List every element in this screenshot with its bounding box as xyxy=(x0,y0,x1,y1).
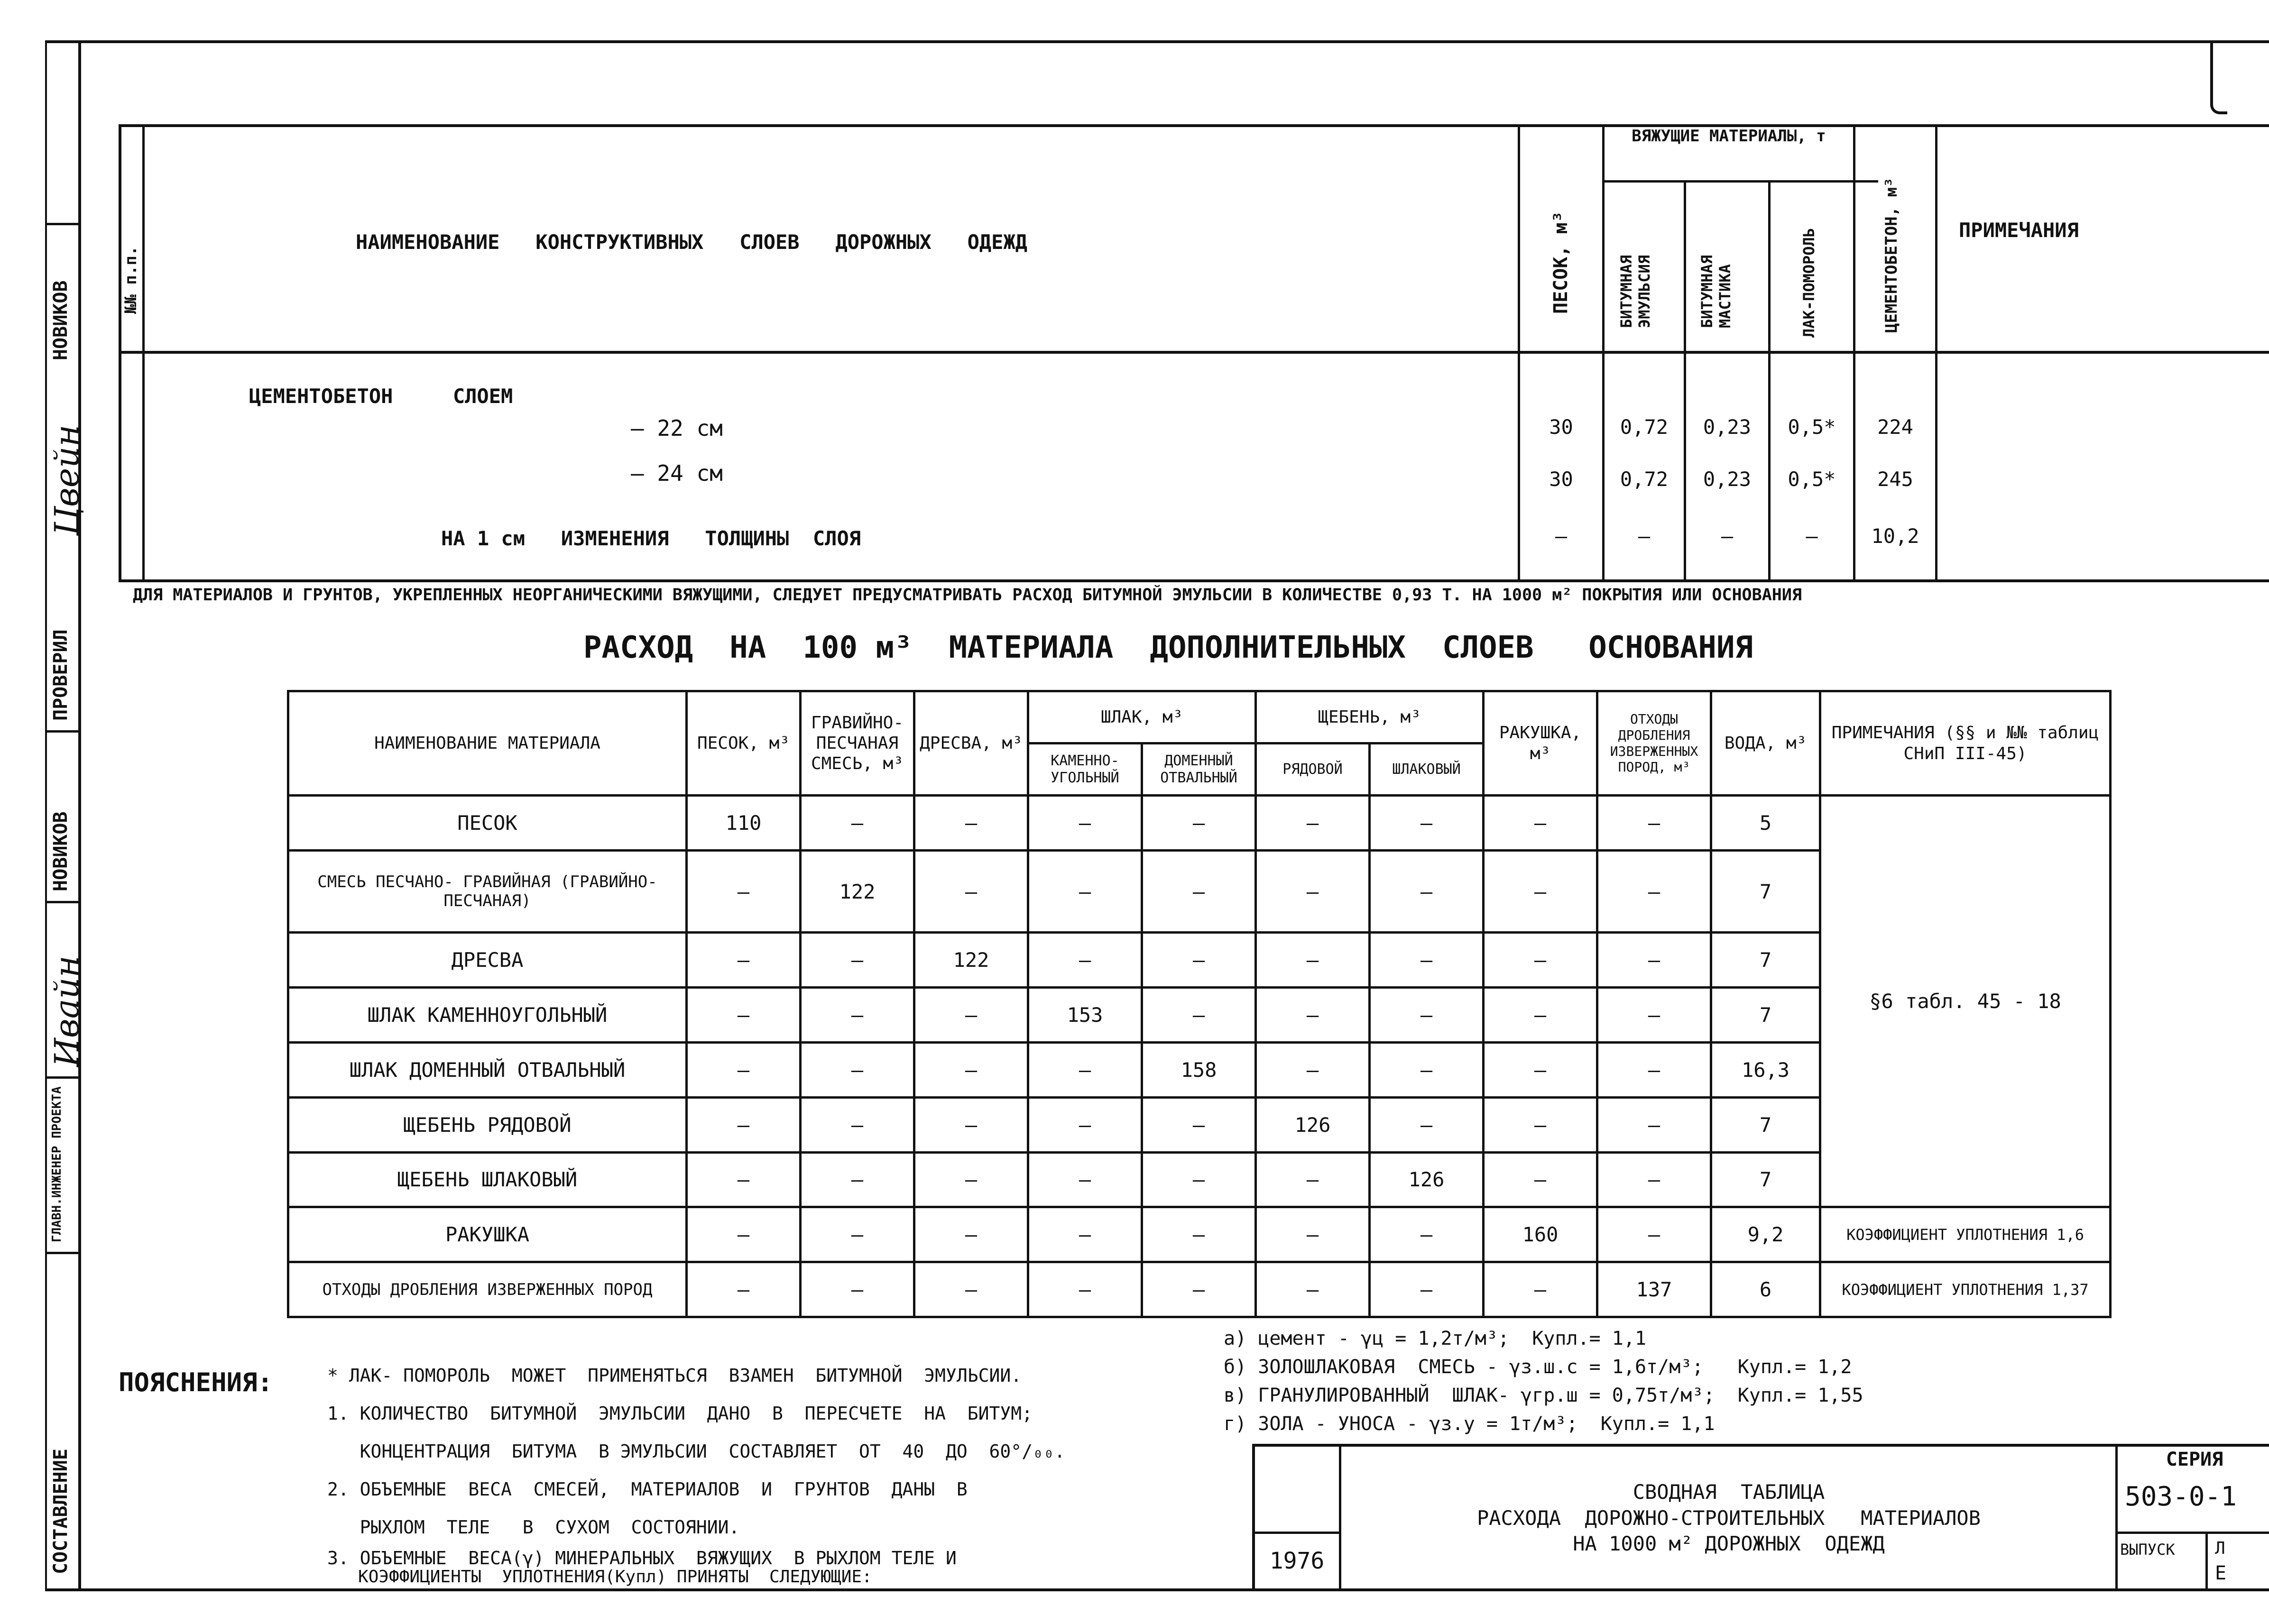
t1-binder-split xyxy=(1603,180,1878,183)
t2-h-shell: РАКУШКА, м³ xyxy=(1484,691,1597,796)
t2-h-slag-blast: ДОМЕННЫЙ ОТВАЛЬНЫЙ xyxy=(1142,743,1256,796)
t2-r7-c7: 160 xyxy=(1484,1207,1597,1262)
t2-r4-c9: 16,3 xyxy=(1711,1043,1820,1098)
t2-r6-c9: 7 xyxy=(1711,1152,1820,1207)
table-row xyxy=(288,1262,2111,1317)
t2-r8-c2: — xyxy=(914,1262,1028,1317)
stamp-year-divider xyxy=(1339,1444,1341,1591)
t2-r6-c2: — xyxy=(914,1152,1028,1207)
stamp-year: 1976 xyxy=(1269,1548,1325,1574)
side-divider-5 xyxy=(45,1252,81,1254)
t1-binders-header: ВЯЖУЩИЕ МАТЕРИАЛЫ, т xyxy=(1632,127,1826,146)
side-label-proveril: ПРОВЕРИЛ xyxy=(50,629,72,721)
t2-r8-c8: 137 xyxy=(1597,1262,1711,1317)
t1-v3 xyxy=(1602,124,1605,582)
t2-r0-c2: — xyxy=(914,796,1028,851)
side-label-sostavlenie: СОСТАВЛЕНИЕ xyxy=(50,1449,72,1574)
t2-r0-c0: 110 xyxy=(687,796,801,851)
explanation-line: 3. ОБЪЕМНЫЕ ВЕСА(γ) МИНЕРАЛЬНЫХ ВЯЖУЩИХ В РЫХЛОМ ТЕЛЕ И xyxy=(327,1548,957,1569)
t1-row2-mastic: 0,23 xyxy=(1703,468,1752,491)
t1-col-sand: ПЕСОК, м³ xyxy=(1550,211,1572,314)
t2-r1-c7: — xyxy=(1484,850,1597,933)
table-row xyxy=(288,796,2111,851)
t1-row2-sand: 30 xyxy=(1549,468,1573,491)
stamp-series-divider xyxy=(2115,1444,2118,1591)
t2-r2-c7: — xyxy=(1484,933,1597,988)
t2-r8-c7: — xyxy=(1484,1262,1597,1317)
t1-row3-emulsion: — xyxy=(1638,524,1651,548)
t2-r1-c4: — xyxy=(1142,850,1256,933)
t2-r1-c9: 7 xyxy=(1711,850,1820,933)
t2-r8-c0: — xyxy=(687,1262,801,1317)
t2-r6-name: ЩЕБЕНЬ ШЛАКОВЫЙ xyxy=(288,1152,687,1207)
t1-row1-sand: 30 xyxy=(1549,415,1573,439)
t2-r7-c5: — xyxy=(1256,1207,1370,1262)
t2-r7-name: РАКУШКА xyxy=(288,1207,687,1262)
t2-r7-c1: — xyxy=(801,1207,914,1262)
corner-bracket xyxy=(2210,40,2227,114)
t2-r3-c2: — xyxy=(914,988,1028,1043)
t2-r1-c0: — xyxy=(687,850,801,933)
t2-r0-c7: — xyxy=(1484,796,1597,851)
t1-row1-mastic: 0,23 xyxy=(1703,415,1752,439)
stamp-issue-label: ВЫПУСК xyxy=(2120,1541,2175,1559)
explanation-line: 2. ОБЪЕМНЫЕ ВЕСА СМЕСЕЙ, МАТЕРИАЛОВ И ГРУНТОВ ДАНЫ В xyxy=(327,1479,968,1500)
t2-r6-c8: — xyxy=(1597,1152,1711,1207)
t2-r7-c3: — xyxy=(1028,1207,1142,1262)
t2-r5-c2: — xyxy=(914,1097,1028,1152)
t2-h-crushed: ЩЕБЕНЬ, м³ xyxy=(1256,691,1484,743)
t2-r3-c6: — xyxy=(1370,988,1484,1043)
t1-v4 xyxy=(1684,180,1686,582)
t2-r2-c6: — xyxy=(1370,933,1484,988)
explanations-title: ПОЯСНЕНИЯ: xyxy=(119,1367,273,1397)
t1-v5 xyxy=(1768,180,1771,582)
t2-r2-c3: — xyxy=(1028,933,1142,988)
signature-2: Ивайн xyxy=(47,955,86,1067)
t2-r5-c0: — xyxy=(687,1097,801,1152)
t2-r0-c4: — xyxy=(1142,796,1256,851)
frame-top xyxy=(45,40,2269,43)
t2-r1-c2: — xyxy=(914,850,1028,933)
t1-col-mastic: БИТУМНАЯ МАСТИКА xyxy=(1698,255,1734,328)
t2-r6-c3: — xyxy=(1028,1152,1142,1207)
t2-r0-c9: 5 xyxy=(1711,796,1820,851)
t1-col-notes: ПРИМЕЧАНИЯ xyxy=(1959,219,2079,242)
stamp-sheet-divider xyxy=(2205,1532,2208,1591)
stamp-sheet-label: Л xyxy=(2215,1539,2225,1558)
t2-r5-name: ЩЕБЕНЬ РЯДОВОЙ xyxy=(288,1097,687,1152)
t2-r2-c1: — xyxy=(801,933,914,988)
coef-line: а) цемент - γц = 1,2т/м³; Купл.= 1,1 xyxy=(1224,1328,1647,1349)
t2-r5-c8: — xyxy=(1597,1097,1711,1152)
t2-note-waste: КОЭФФИЦИЕНТ УПЛОТНЕНИЯ 1,37 xyxy=(1820,1262,2111,1317)
t2-r8-c3: — xyxy=(1028,1262,1142,1317)
t2-r2-c9: 7 xyxy=(1711,933,1820,988)
t2-r8-c1: — xyxy=(801,1262,914,1317)
side-label-gip: ГЛАВН.ИНЖЕНЕР ПРОЕКТА xyxy=(50,1086,64,1242)
table1 xyxy=(119,124,2269,582)
t2-r3-c8: — xyxy=(1597,988,1711,1043)
t2-r4-name: ШЛАК ДОМЕННЫЙ ОТВАЛЬНЫЙ xyxy=(288,1043,687,1098)
t2-r3-c3: 153 xyxy=(1028,988,1142,1043)
coef-line: б) ЗОЛОШЛАКОВАЯ СМЕСЬ - γз.ш.с = 1,6т/м³; Купл.= 1,2 xyxy=(1224,1356,1852,1378)
coef-line: г) ЗОЛА - УНОСА - γз.у = 1т/м³; Купл.= 1,1 xyxy=(1224,1413,1715,1435)
frame-left xyxy=(78,40,81,1591)
t2-h-slag: ШЛАК, м³ xyxy=(1028,691,1256,743)
t2-r4-c6: — xyxy=(1370,1043,1484,1098)
t1-row1-label: — 22 см xyxy=(631,415,723,441)
side-divider-3 xyxy=(45,901,81,903)
side-divider-1 xyxy=(45,223,81,225)
t2-r1-c5: — xyxy=(1256,850,1370,933)
stamp-series-label: СЕРИЯ xyxy=(2166,1449,2223,1470)
t2-r1-c6: — xyxy=(1370,850,1484,933)
t2-r5-c9: 7 xyxy=(1711,1097,1820,1152)
t1-row3-sand: — xyxy=(1555,524,1568,548)
t2-r1-c1: 122 xyxy=(801,850,914,933)
t2-h-waste: ОТХОДЫ ДРОБЛЕНИЯ ИЗВЕРЖЕННЫХ ПОРОД, м³ xyxy=(1597,691,1711,796)
t1-col-lak: ЛАК-ПОМОРОЛЬ xyxy=(1800,228,1818,338)
t1-bottom xyxy=(119,579,2269,582)
section-title: РАСХОД НА 100 м³ МАТЕРИАЛА ДОПОЛНИТЕЛЬНЫХ СЛОЕВ ОСНОВАНИЯ xyxy=(583,630,1753,665)
t2-r2-name: ДРЕСВА xyxy=(288,933,687,988)
t2-h-slag-coal: КАМЕННО-УГОЛЬНЫЙ xyxy=(1028,743,1142,796)
explanation-line: РЫХЛОМ ТЕЛЕ В СУХОМ СОСТОЯНИИ. xyxy=(327,1517,740,1538)
side-label-novikov-mid: НОВИКОВ xyxy=(50,811,72,891)
t2-r4-c4: 158 xyxy=(1142,1043,1256,1098)
t2-r0-c6: — xyxy=(1370,796,1484,851)
t2-r2-c0: — xyxy=(687,933,801,988)
t2-r6-c1: — xyxy=(801,1152,914,1207)
t1-v1 xyxy=(142,124,145,582)
t1-col-num: №№ п.п. xyxy=(121,246,140,314)
title-stamp xyxy=(1252,1444,2269,1591)
t2-r8-c4: — xyxy=(1142,1262,1256,1317)
t2-r3-name: ШЛАК КАМЕННОУГОЛЬНЫЙ xyxy=(288,988,687,1043)
t2-r6-c6: 126 xyxy=(1370,1152,1484,1207)
t2-r4-c7: — xyxy=(1484,1043,1597,1098)
t2-r8-c5: — xyxy=(1256,1262,1370,1317)
stamp-sheet-value: Е xyxy=(2215,1562,2227,1584)
t2-h-crushed-slag: ШЛАКОВЫЙ xyxy=(1370,743,1484,796)
frame-left-outer xyxy=(45,40,47,1591)
t1-v6 xyxy=(1853,124,1855,582)
t2-r3-c9: 7 xyxy=(1711,988,1820,1043)
t2-r6-c5: — xyxy=(1256,1152,1370,1207)
t1-row3-mastic: — xyxy=(1721,524,1734,548)
coef-line: в) ГРАНУЛИРОВАННЫЙ ШЛАК- γгр.ш = 0,75т/м³; Купл.= 1,55 xyxy=(1224,1385,1863,1406)
t2-r2-c8: — xyxy=(1597,933,1711,988)
explanation-line: * ЛАК- ПОМОРОЛЬ МОЖЕТ ПРИМЕНЯТЬСЯ ВЗАМЕН БИТУМНОЙ ЭМУЛЬСИИ. xyxy=(327,1365,1022,1386)
t2-r1-c3: — xyxy=(1028,850,1142,933)
t2-r0-name: ПЕСОК xyxy=(288,796,687,851)
t2-h-dresva: ДРЕСВА, м³ xyxy=(914,691,1028,796)
t2-r0-c1: — xyxy=(801,796,914,851)
stamp-year-top xyxy=(1252,1532,1341,1534)
stamp-series-mid xyxy=(2115,1532,2269,1534)
t1-row2-lak: 0,5* xyxy=(1788,468,1836,491)
t2-r4-c5: — xyxy=(1256,1043,1370,1098)
t1-v0 xyxy=(119,124,121,582)
t2-r3-c5: — xyxy=(1256,988,1370,1043)
t2-r4-c8: — xyxy=(1597,1043,1711,1098)
t2-h-sand: ПЕСОК, м³ xyxy=(687,691,801,796)
t2-r4-c3: — xyxy=(1028,1043,1142,1098)
t2-r3-c7: — xyxy=(1484,988,1597,1043)
t2-r5-c4: — xyxy=(1142,1097,1256,1152)
t2-r5-c5: 126 xyxy=(1256,1097,1370,1152)
footnote-line: ДЛЯ МАТЕРИАЛОВ И ГРУНТОВ, УКРЕПЛЕННЫХ НЕОРГАНИЧЕСКИМИ ВЯЖУЩИМИ, СЛЕДУЕТ ПРЕДУСМАТРИВАТЬ РАСХОД БИТУМНОЙ ЭМУЛЬСИИ В КОЛИЧЕСТВЕ 0,93 Т. НА 1000 м² ПОКРЫТИЯ ИЛИ ОСНОВАНИЯ xyxy=(133,586,1802,605)
t2-r7-c4: — xyxy=(1142,1207,1256,1262)
t2-r2-c4: — xyxy=(1142,933,1256,988)
t2-h-water: ВОДА, м³ xyxy=(1711,691,1820,796)
t1-row1-cement: 224 xyxy=(1877,415,1913,439)
t2-h-gravel: ГРАВИЙНО-ПЕСЧАНАЯ СМЕСЬ, м³ xyxy=(801,691,914,796)
table2 xyxy=(287,690,2112,1318)
t1-top xyxy=(119,124,2269,127)
t2-r5-c6: — xyxy=(1370,1097,1484,1152)
t1-row2-emulsion: 0,72 xyxy=(1620,468,1669,491)
explanation-line: КОНЦЕНТРАЦИЯ БИТУМА В ЭМУЛЬСИИ СОСТАВЛЯЕТ ОТ 40 ДО 60°/₀₀. xyxy=(327,1441,1065,1462)
t1-row3-label: НА 1 см ИЗМЕНЕНИЯ ТОЛЩИНЫ СЛОЯ xyxy=(441,527,861,550)
t2-r7-c9: 9,2 xyxy=(1711,1207,1820,1262)
t1-row1-lak: 0,5* xyxy=(1788,415,1836,439)
t2-r6-c0: — xyxy=(687,1152,801,1207)
side-divider-2 xyxy=(45,730,81,733)
t2-r0-c8: — xyxy=(1597,796,1711,851)
t2-r7-c0: — xyxy=(687,1207,801,1262)
t1-col-cement: ЦЕМЕНТОБЕТОН, м³ xyxy=(1882,177,1901,333)
t1-v2 xyxy=(1518,124,1520,582)
t2-r4-c2: — xyxy=(914,1043,1028,1098)
t2-r4-c1: — xyxy=(801,1043,914,1098)
t2-h-name: НАИМЕНОВАНИЕ МАТЕРИАЛА xyxy=(288,691,687,796)
t2-r1-c8: — xyxy=(1597,850,1711,933)
side-label-novikov-top: НОВИКОВ xyxy=(50,280,72,360)
t2-r5-c1: — xyxy=(801,1097,914,1152)
t1-v7 xyxy=(1935,124,1937,582)
t2-r7-c2: — xyxy=(914,1207,1028,1262)
t2-r3-c0: — xyxy=(687,988,801,1043)
t2-r8-name: ОТХОДЫ ДРОБЛЕНИЯ ИЗВЕРЖЕННЫХ ПОРОД xyxy=(288,1262,687,1317)
t2-r6-c7: — xyxy=(1484,1152,1597,1207)
t2-r3-c4: — xyxy=(1142,988,1256,1043)
explanation-line: 1. КОЛИЧЕСТВО БИТУМНОЙ ЭМУЛЬСИИ ДАНО В ПЕРЕСЧЕТЕ НА БИТУМ; xyxy=(327,1403,1033,1424)
t2-r4-c0: — xyxy=(687,1043,801,1098)
t2-r1-name: СМЕСЬ ПЕСЧАНО- ГРАВИЙНАЯ (ГРАВИЙНО- ПЕСЧАНАЯ) xyxy=(288,850,687,933)
t1-header-bottom xyxy=(119,351,2269,354)
t2-r8-c9: 6 xyxy=(1711,1262,1820,1317)
t2-h-notes: ПРИМЕЧАНИЯ (§§ и №№ таблиц СНиП III-45) xyxy=(1820,691,2111,796)
t2-r7-c6: — xyxy=(1370,1207,1484,1262)
t2-r8-c6: — xyxy=(1370,1262,1484,1317)
t2-note-merged: §6 табл. 45 - 18 xyxy=(1820,796,2111,1207)
explanation-line: КОЭФФИЦИЕНТЫ УПЛОТНЕНИЯ(Купл) ПРИНЯТЫ СЛЕДУЮЩИЕ: xyxy=(327,1567,872,1587)
table-row xyxy=(288,1207,2111,1262)
t2-note-shell: КОЭФФИЦИЕНТ УПЛОТНЕНИЯ 1,6 xyxy=(1820,1207,2111,1262)
t2-r2-c5: — xyxy=(1256,933,1370,988)
t2-r2-c2: 122 xyxy=(914,933,1028,988)
t2-r0-c3: — xyxy=(1028,796,1142,851)
stamp-series-value: 503-0-1 xyxy=(2125,1481,2237,1512)
stamp-title: СВОДНАЯ ТАБЛИЦА РАСХОДА ДОРОЖНО-СТРОИТЕЛЬНЫХ МАТЕРИАЛОВ НА 1000 м² ДОРОЖНЫХ ОДЕЖД xyxy=(1476,1480,1981,1556)
t1-row3-cement: 10,2 xyxy=(1871,524,1919,548)
t2-r3-c1: — xyxy=(801,988,914,1043)
t2-h-crushed-row: РЯДОВОЙ xyxy=(1256,743,1370,796)
t2-r5-c7: — xyxy=(1484,1097,1597,1152)
t1-row1-emulsion: 0,72 xyxy=(1620,415,1669,439)
t2-r7-c8: — xyxy=(1597,1207,1711,1262)
t2-r0-c5: — xyxy=(1256,796,1370,851)
t1-row-title: ЦЕМЕНТОБЕТОН СЛОЕМ xyxy=(249,385,513,408)
t1-row3-lak: — xyxy=(1806,524,1818,548)
t2-r6-c4: — xyxy=(1142,1152,1256,1207)
signature-1: Цвейн xyxy=(47,424,86,536)
t2-r5-c3: — xyxy=(1028,1097,1142,1152)
t1-col-emulsion: БИТУМНАЯ ЭМУЛЬСИЯ xyxy=(1617,255,1653,328)
t1-row2-label: — 24 см xyxy=(631,460,723,486)
t1-col-name: НАИМЕНОВАНИЕ КОНСТРУКТИВНЫХ СЛОЕВ ДОРОЖНЫХ ОДЕЖД xyxy=(356,230,1028,254)
t1-row2-cement: 245 xyxy=(1877,468,1913,491)
